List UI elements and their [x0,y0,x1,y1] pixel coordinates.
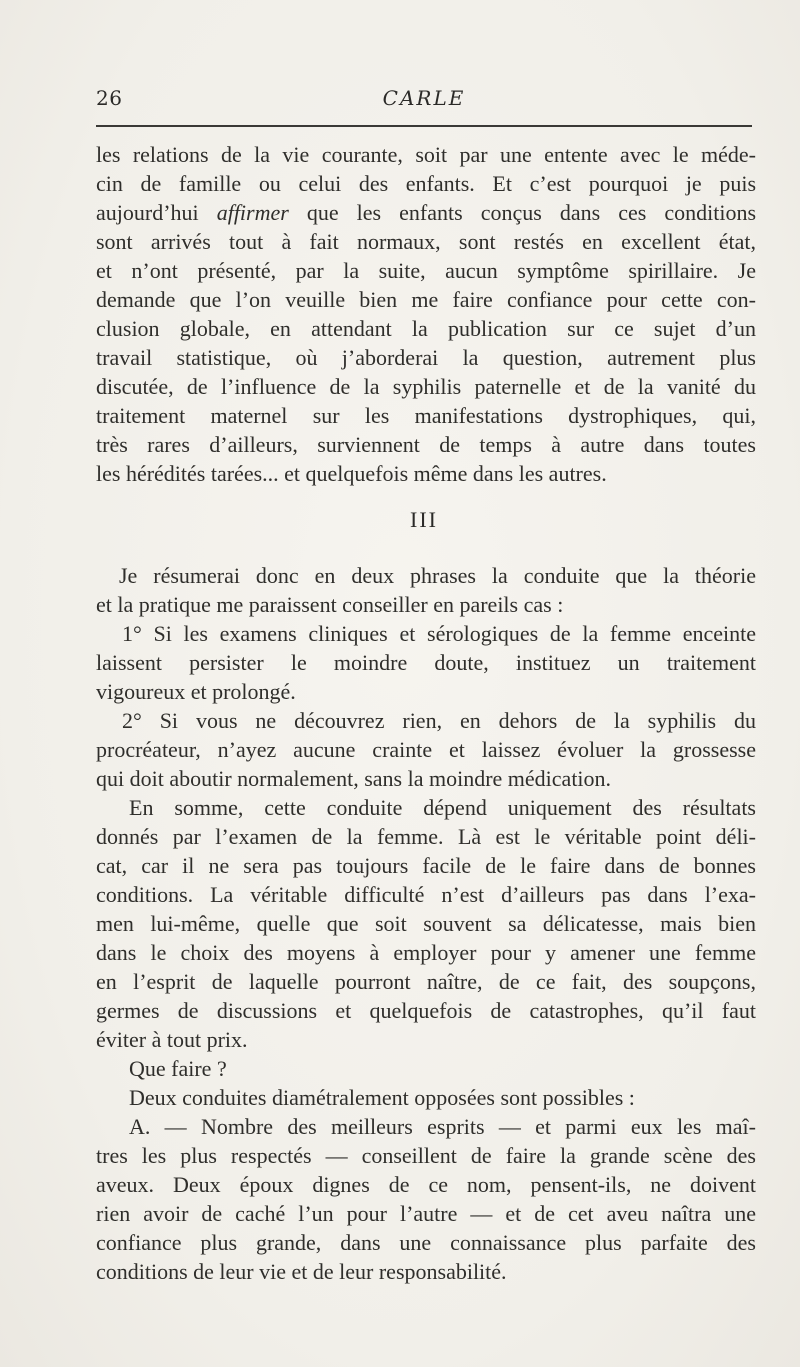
text-line: Que faire ? [129,1056,227,1081]
text-line: cat, car il ne sera pas toujours facile de le faire dans de bonnes [96,853,756,878]
text-line: demande que l’on veuille bien me faire confiance pour cette con- [96,287,756,312]
header-rule [96,125,752,127]
text-line: Deux conduites diamétralement opposées sont possibles : [129,1085,635,1110]
text-line: qui doit aboutir normalement, sans la moindre médication. [96,766,612,791]
body-text-block-2 [96,561,756,1286]
text-line: procréateur, n’ayez aucune crainte et laissez évoluer la grossesse [96,737,756,762]
text-line: germes de discussions et quelquefois de catastrophes, qu’il faut [96,998,756,1023]
emphasized-word: affirmer [216,200,289,225]
text-line: traitement maternel sur les manifestations dystrophiques, qui, [96,403,756,428]
text-fragment: que les enfants conçus dans ces conditions [306,200,757,225]
running-title: CARLE [382,86,466,110]
page-number: 26 [96,86,123,110]
text-line: travail statistique, où j’aborderai la question, autrement plus [96,345,756,370]
text-line: conditions. La véritable difficulté n’est d’ailleurs pas dans l’exa- [96,882,756,907]
section-heading: III [410,507,438,532]
text-line: conditions de leur vie et de leur responsabilité. [96,1259,507,1284]
text-line: 2° Si vous ne découvrez rien, en dehors de la syphilis du [122,708,756,733]
text-line: 1° Si les examens cliniques et sérologiques de la femme enceinte [122,621,756,646]
text-line: les hérédités tarées... et quelquefois même dans les autres. [96,461,607,486]
text-line: laissent persister le moindre doute, instituez un traitement [96,650,756,675]
text-line: et n’ont présenté, par la suite, aucun symptôme spirillaire. Je [96,258,756,283]
text-line: rien avoir de caché l’un pour l’autre — et de cet aveu naîtra une [96,1201,756,1226]
text-line: clusion globale, en attendant la publication sur ce sujet d’un [96,316,756,341]
text-line: confiance plus grande, dans une connaissance plus parfaite des [96,1230,756,1255]
text-line: et la pratique me paraissent conseiller en pareils cas : [96,592,564,617]
text-line: Je résumerai donc en deux phrases la conduite que la théorie [119,563,756,588]
text-line: les relations de la vie courante, soit par une entente avec le méde- [96,142,756,167]
text-line: vigoureux et prolongé. [96,679,296,704]
text-line: men lui-même, quelle que soit souvent sa délicatesse, mais bien [96,911,756,936]
text-line: En somme, cette conduite dépend uniquement des résultats [129,795,756,820]
text-line: donnés par l’examen de la femme. Là est le véritable point déli- [96,824,756,849]
text-line-with-emphasis [96,198,756,227]
text-line: tres les plus respectés — conseillent de faire la grande scène des [96,1143,756,1168]
text-fragment: aujourd’hui [96,200,199,225]
running-head [96,86,752,116]
text-line: en l’esprit de laquelle pourront naître, de ce fait, des soupçons, [96,969,756,994]
text-line: cin de famille ou celui des enfants. Et c’est pourquoi je puis [96,171,756,196]
text-line: éviter à tout prix. [96,1027,248,1052]
text-line: discutée, de l’influence de la syphilis paternelle et de la vanité du [96,374,756,399]
text-line: très rares d’ailleurs, surviennent de temps à autre dans toutes [96,432,756,457]
text-line: dans le choix des moyens à employer pour y amener une femme [96,940,756,965]
text-line: aveux. Deux époux dignes de ce nom, pensent-ils, ne doivent [96,1172,756,1197]
text-line: A. — Nombre des meilleurs esprits — et parmi eux les maî- [129,1114,756,1139]
text-line: sont arrivés tout à fait normaux, sont restés en excellent état, [96,229,756,254]
body-text-block-1 [96,140,756,488]
